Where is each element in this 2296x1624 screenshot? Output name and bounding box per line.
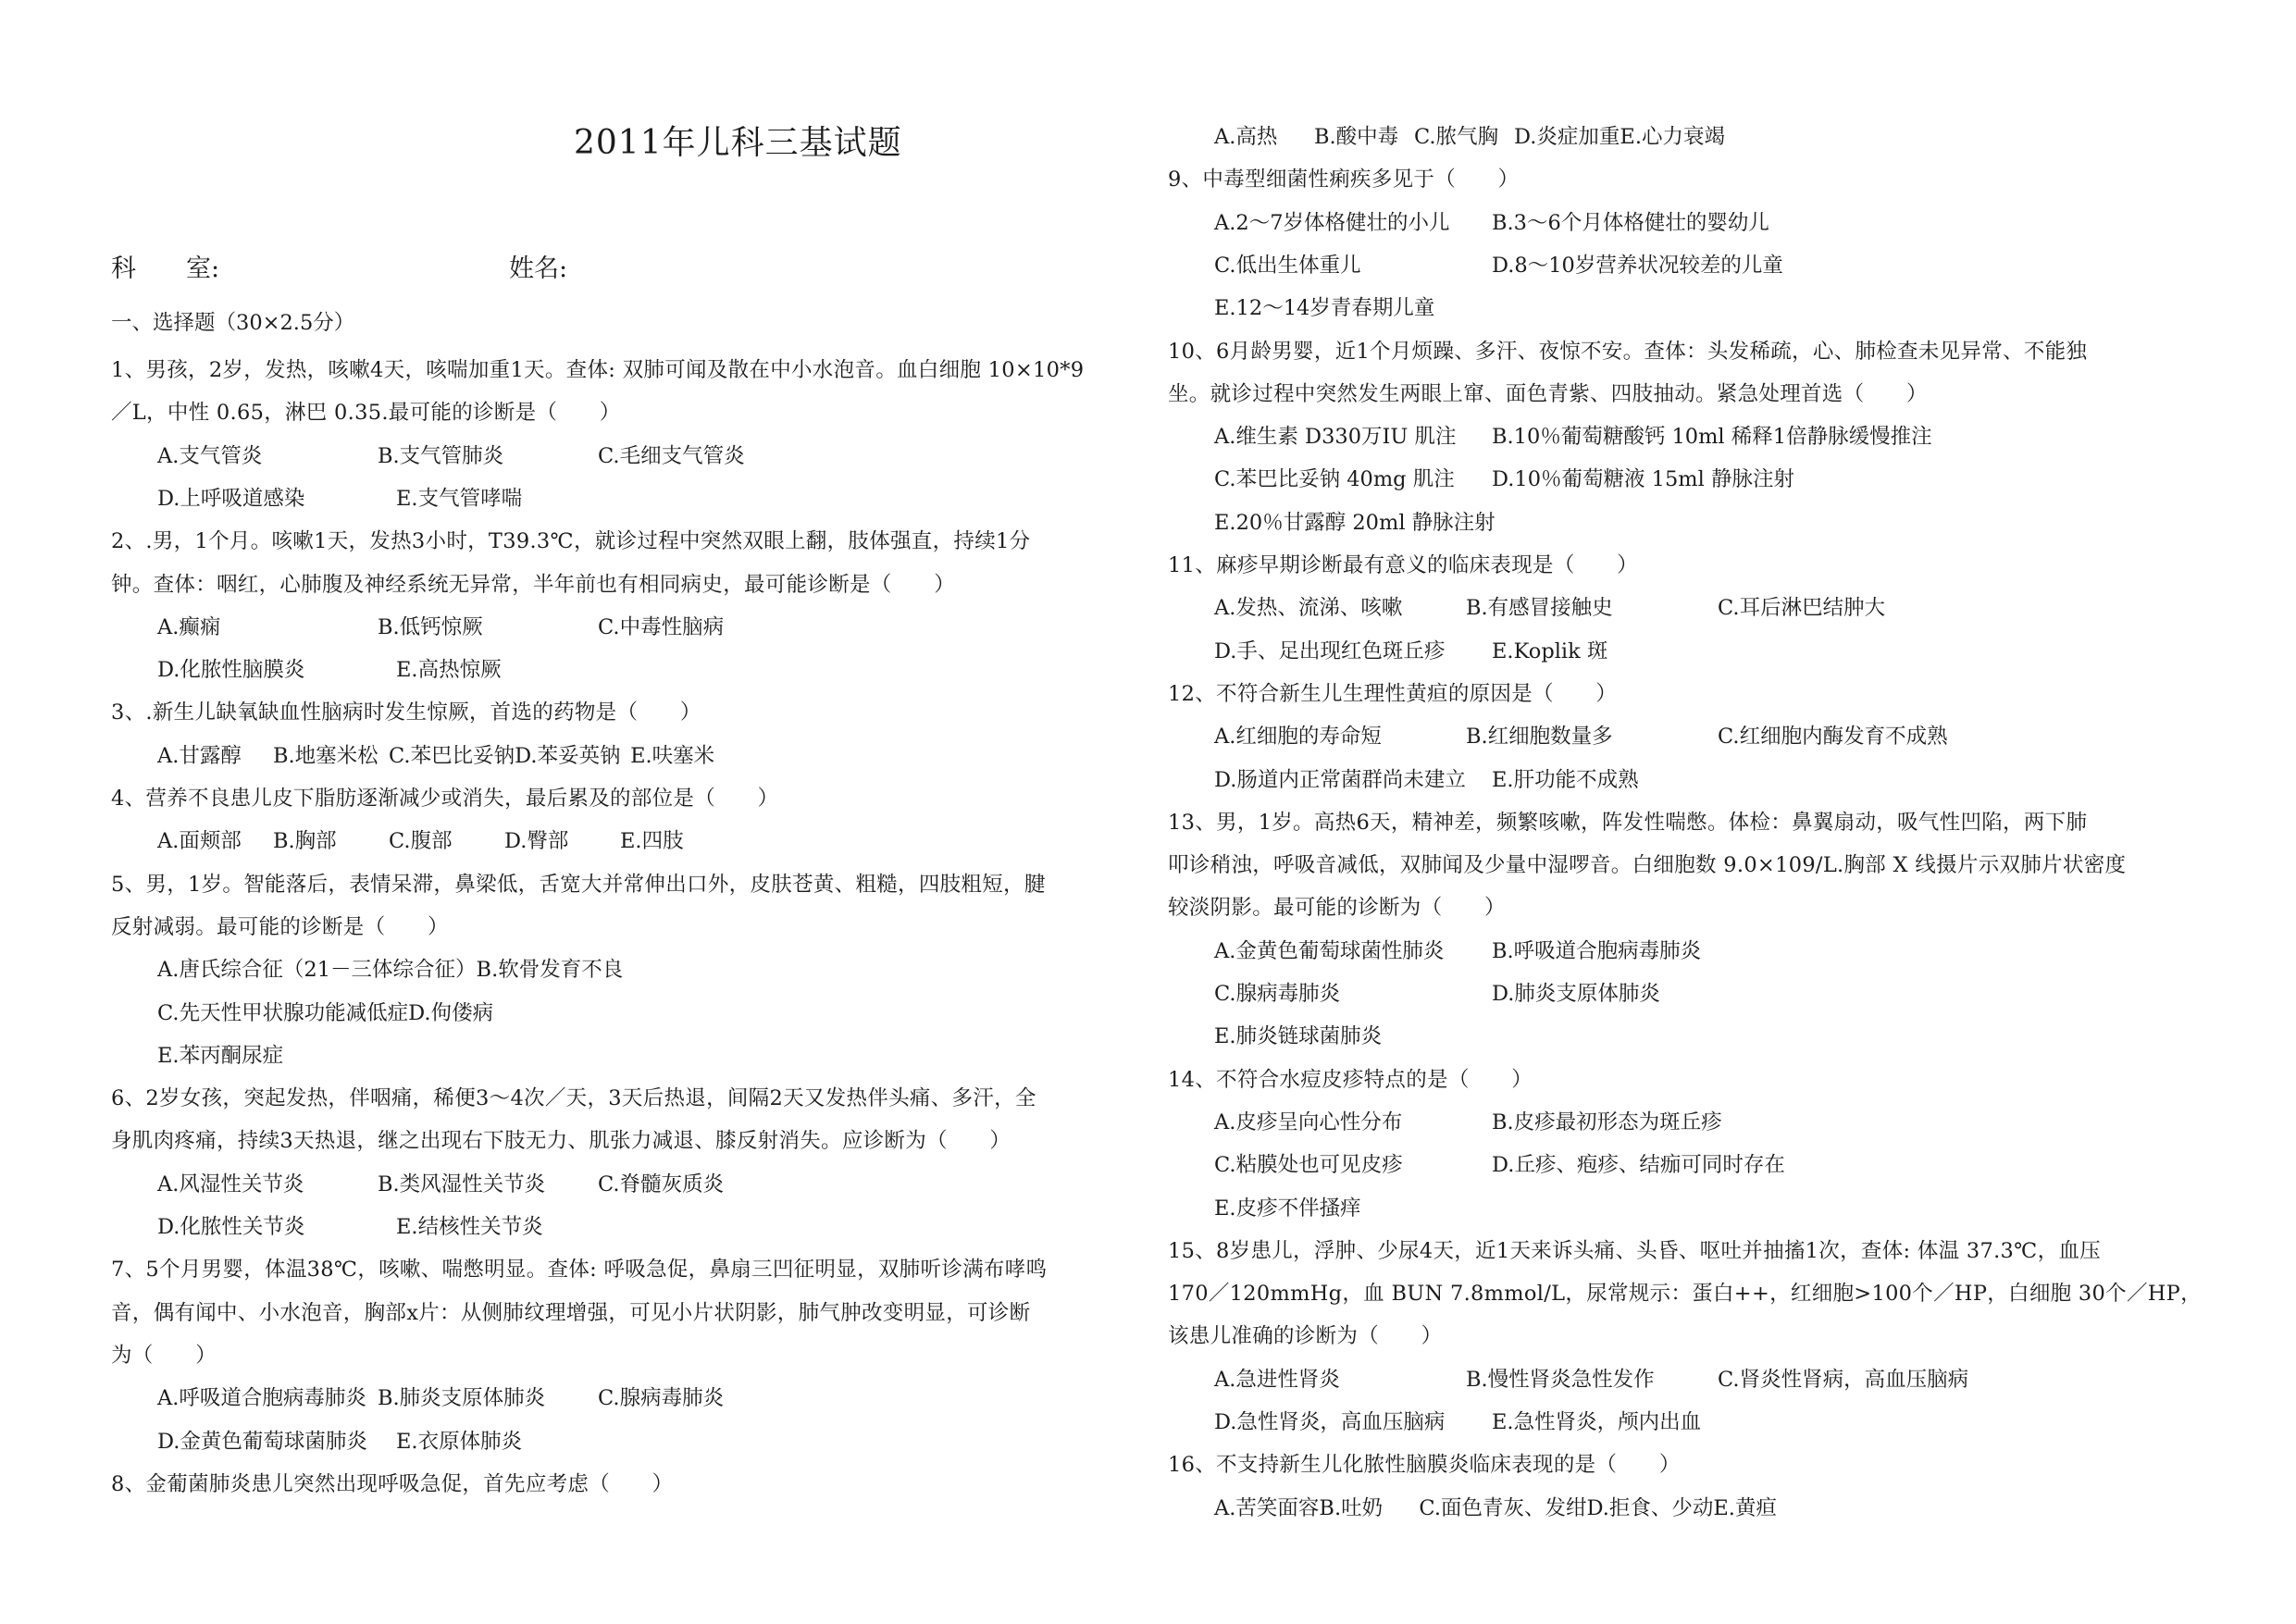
option-row [1214,423,1932,451]
question-text-line: 较淡阴影。最可能的诊断为（ ） [1168,896,1506,921]
answer-option: D.手、足出现红色斑丘疹 [1214,638,1446,663]
option-row [1214,509,1496,537]
page-title: 2011年儿科三基试题 [574,124,902,162]
question-text-line: 170／120mmHg，血 BUN 7.8mmol/L，尿常规示：蛋白++，红细胞>100个／HP，白细胞 30个／HP， [1168,1282,2202,1307]
question-text-line: 2、.男，1个月。咳嗽1天，发热3小时，T39.3℃，就诊过程中突然双眼上翻，肢体强直，持续1分 [111,529,1031,554]
answer-option: A.甘露醇 [157,743,242,768]
answer-option: B.低钙惊厥 [378,614,483,639]
answer-option: E.四肢 [620,829,684,854]
dept-label: 科 室: [111,254,220,283]
option-row [157,999,493,1027]
answer-option: C.低出生体重儿 [1214,253,1361,278]
question-text-line: 身肌肉疼痛，持续3天热退，继之出现右下肢无力、肌张力减退、膝反射消失。应诊断为（ ） [111,1129,1011,1154]
option-row [1214,723,1948,750]
answer-option: E.支气管哮喘 [396,486,523,511]
answer-option: C.粘膜处也可见皮疹 [1214,1153,1403,1178]
answer-option: B.10％葡萄糖酸钙 10ml 稀释1倍静脉缓慢推注 [1492,425,1932,450]
answer-option: B.有感冒接触史 [1466,596,1613,621]
answer-option: B.支气管肺炎 [378,443,504,468]
answer-option: A.2～7岁体格健壮的小儿 [1214,210,1450,235]
option-row [157,1042,283,1070]
answer-option: D.急性肾炎，高血压脑病 [1214,1410,1446,1434]
option-row [157,1384,724,1412]
answer-option: C.耳后淋巴结肿大 [1718,596,1886,621]
answer-option: A.急进性肾炎 [1214,1367,1340,1392]
answer-option: A.唐氏综合征（21－三体综合征） [157,958,477,983]
answer-option: C.红细胞内酶发育不成熟 [1718,725,1948,750]
answer-option: E.急性肾炎，颅内出血 [1492,1410,1702,1434]
question-text-line: 8、金葡菌肺炎患儿突然出现呼吸急促，首先应考虑（ ） [111,1471,674,1496]
answer-option: D.苯妥英钠 [515,743,621,768]
answer-option: C.面色青灰、发绀 [1419,1495,1587,1520]
answer-option: A.高热 [1214,125,1278,149]
answer-option: C.先天性甲状腺功能减低症 [157,1000,409,1025]
answer-option: B.肺炎支原体肺炎 [378,1386,546,1411]
option-row [157,1213,543,1241]
option-row [1214,1151,1785,1179]
answer-option: B.呼吸道合胞病毒肺炎 [1492,938,1702,963]
question-text-line: 16、不支持新生儿化脓性脑膜炎临床表现的是（ ） [1168,1453,1681,1478]
question-text-line: 为（ ） [111,1343,217,1368]
option-row [157,742,714,770]
answer-option: E.结核性关节炎 [396,1215,543,1239]
question-text-line: 14、不符合水痘皮疹特点的是（ ） [1168,1067,1533,1092]
answer-option: E.呋塞米 [630,743,715,768]
answer-option: D.佝偻病 [408,1000,493,1025]
question-text-line: 3、.新生儿缺氧缺血性脑病时发生惊厥，首选的药物是（ ） [111,700,701,725]
question-text-line: 6、2岁女孩，突起发热，伴咽痛，稀便3～4次／天，3天后热退，间隔2天又发热伴头痛、多汗，全 [111,1086,1036,1111]
answer-option: D.上呼吸道感染 [157,486,305,511]
question-text-line: 12、不符合新生儿生理性黄疸的原因是（ ） [1168,681,1618,706]
answer-option: A.皮疹呈向心性分布 [1214,1110,1403,1134]
answer-option: E.高热惊厥 [396,658,502,683]
answer-option: C.毛细支气管炎 [598,443,745,468]
answer-option: A.金黄色葡萄球菌性肺炎 [1214,938,1445,963]
option-row [157,614,724,641]
name-label: 姓名: [509,254,568,283]
option-row [157,485,522,513]
answer-option: B.红细胞数量多 [1466,725,1613,750]
answer-option: A.红细胞的寿命短 [1214,725,1382,750]
answer-option: A.维生素 D330万IU 肌注 [1214,425,1457,450]
question-text-line: 反射减弱。最可能的诊断是（ ） [111,914,449,939]
answer-option: B.类风湿性关节炎 [378,1172,546,1196]
question-text-line: 13、男，1岁。高热6天，精神差，频繁咳嗽，阵发性喘憋。体检：鼻翼扇动，吸气性凹陷，两下肺 [1168,810,2088,835]
answer-option: E.苯丙酮尿症 [157,1043,284,1068]
answer-option: E.心力衰竭 [1620,125,1725,149]
answer-option: D.化脓性关节炎 [157,1215,305,1239]
answer-option: A.苦笑面容 [1214,1495,1320,1520]
question-text-line: 该患儿准确的诊断为（ ） [1168,1324,1443,1349]
answer-option: D.肺炎支原体肺炎 [1492,982,1660,1006]
answer-option: E.衣原体肺炎 [396,1429,523,1454]
question-text-line: 10、6月龄男婴，近1个月烦躁、多汗、夜惊不安。查体：头发稀疏，心、肺检查未见异常、不能独 [1168,339,2088,364]
answer-option: C.苯巴比妥钠 40mg 肌注 [1214,467,1455,492]
option-row [1214,123,1725,151]
answer-option: C.脓气胸 [1414,125,1499,149]
answer-option: A.面颊部 [157,829,242,854]
answer-option: B.吐奶 [1319,1495,1384,1520]
option-row [1214,766,1639,794]
answer-option: D.10％葡萄糖液 15ml 静脉注射 [1492,467,1794,492]
answer-option: D.金黄色葡萄球菌肺炎 [157,1429,367,1454]
answer-option: C.肾炎性肾病，高血压脑病 [1718,1367,1969,1392]
answer-option: E.肺炎链球菌肺炎 [1214,1024,1383,1049]
option-row [1214,209,1769,237]
option-row [1214,1494,1777,1522]
section-heading: 一、选择题（30×2.5分） [111,311,355,335]
answer-option: D.化脓性脑膜炎 [157,658,305,683]
option-row [1214,980,1660,1008]
option-row [157,1171,724,1198]
answer-option: D.8～10岁营养状况较差的儿童 [1492,253,1783,278]
option-row [1214,594,1885,622]
answer-option: D.丘疹、疱疹、结痂可同时存在 [1492,1153,1785,1178]
answer-option: C.中毒性脑病 [598,614,725,639]
option-row [157,1428,522,1456]
answer-option: C.苯巴比妥钠 [389,743,515,768]
question-text-line: 11、麻疹早期诊断最有意义的临床表现是（ ） [1168,553,1639,577]
answer-option: C.腺病毒肺炎 [598,1386,725,1411]
answer-option: E.肝功能不成熟 [1492,767,1639,792]
answer-option: E.黄疸 [1713,1495,1777,1520]
question-text-line: 9、中毒型细菌性痢疾多见于（ ） [1168,167,1520,192]
answer-option: C.脊髓灰质炎 [598,1172,725,1196]
option-row [1214,465,1794,493]
option-row [1214,937,1701,965]
question-text-line: 1、男孩，2岁，发热，咳嗽4天，咳喘加重1天。查体: 双肺可闻及散在中小水泡音。血白细胞 10×10*9 [111,358,1085,382]
answer-option: E.20％甘露醇 20ml 静脉注射 [1214,510,1496,535]
answer-option: C.腹部 [389,829,453,854]
option-row [157,956,623,984]
option-row [157,656,502,684]
question-text-line: 钟。查体：咽红，心肺腹及神经系统无异常，半年前也有相同病史，最可能诊断是（ ） [111,572,956,597]
answer-option: D.臀部 [504,829,569,854]
option-row [1214,1195,1361,1222]
question-text-line: 7、5个月男婴，体温38℃，咳嗽、喘憋明显。查体: 呼吸急促，鼻扇三凹征明显，双肺听诊满布哮鸣 [111,1258,1048,1283]
answer-option: D.肠道内正常菌群尚未建立 [1214,767,1466,792]
option-row [157,827,684,855]
answer-option: A.风湿性关节炎 [157,1172,304,1196]
answer-option: B.慢性肾炎急性发作 [1466,1367,1655,1392]
question-text-line: 15、8岁患儿，浮肿、少尿4天，近1天来诉头痛、头昏、呕吐并抽搐1次，查体: 体温 37.3℃，血压 [1168,1238,2102,1263]
answer-option: E.12～14岁青春期儿童 [1214,296,1435,321]
answer-option: E.皮疹不伴搔痒 [1214,1196,1361,1221]
answer-option: B.软骨发育不良 [476,958,624,983]
question-text-line: 音，偶有闻中、小水泡音，胸部x片：从侧肺纹理增强，可见小片状阴影，肺气肿改变明显，可诊断 [111,1300,1031,1325]
answer-option: B.胸部 [273,829,337,854]
option-row [1214,1109,1722,1136]
answer-option: D.炎症加重 [1514,125,1620,149]
question-text-line: 5、男，1岁。智能落后，表情呆滞，鼻梁低，舌宽大并常伸出口外，皮肤苍黄、粗糙，四肢粗短，腱 [111,872,1046,897]
option-row [1214,294,1434,322]
option-row [1214,1023,1382,1050]
answer-option: D.拒食、少动 [1586,1495,1714,1520]
answer-option: A.支气管炎 [157,443,263,468]
answer-option: B.地塞米松 [273,743,379,768]
option-row [1214,252,1783,279]
answer-option: C.腺病毒肺炎 [1214,982,1341,1006]
answer-option: A.发热、流涕、咳嗽 [1214,596,1403,621]
option-row [157,442,745,470]
answer-option: E.Koplik 斑 [1492,638,1608,663]
answer-option: A.呼吸道合胞病毒肺炎 [157,1386,366,1411]
answer-option: B.皮疹最初形态为斑丘疹 [1492,1110,1722,1134]
answer-option: B.酸中毒 [1314,125,1399,149]
question-text-line: 坐。就诊过程中突然发生两眼上窜、面色青紫、四肢抽动。紧急处理首选（ ） [1168,381,1928,406]
option-row [1214,638,1607,665]
answer-option: A.癫痫 [157,614,221,639]
question-text-line: 4、营养不良患儿皮下脂肪逐渐减少或消失，最后累及的部位是（ ） [111,787,779,811]
answer-option: B.3～6个月体格健壮的婴幼儿 [1492,210,1769,235]
question-text-line: 叩诊稍浊，呼吸音减低，双肺闻及少量中湿啰音。白细胞数 9.0×109/L.胸部 X 线摄片示双肺片状密度 [1168,853,2127,878]
option-row [1214,1366,1968,1394]
option-row [1214,1408,1701,1436]
question-text-line: ／L，中性 0.65，淋巴 0.35.最可能的诊断是（ ） [111,401,621,426]
